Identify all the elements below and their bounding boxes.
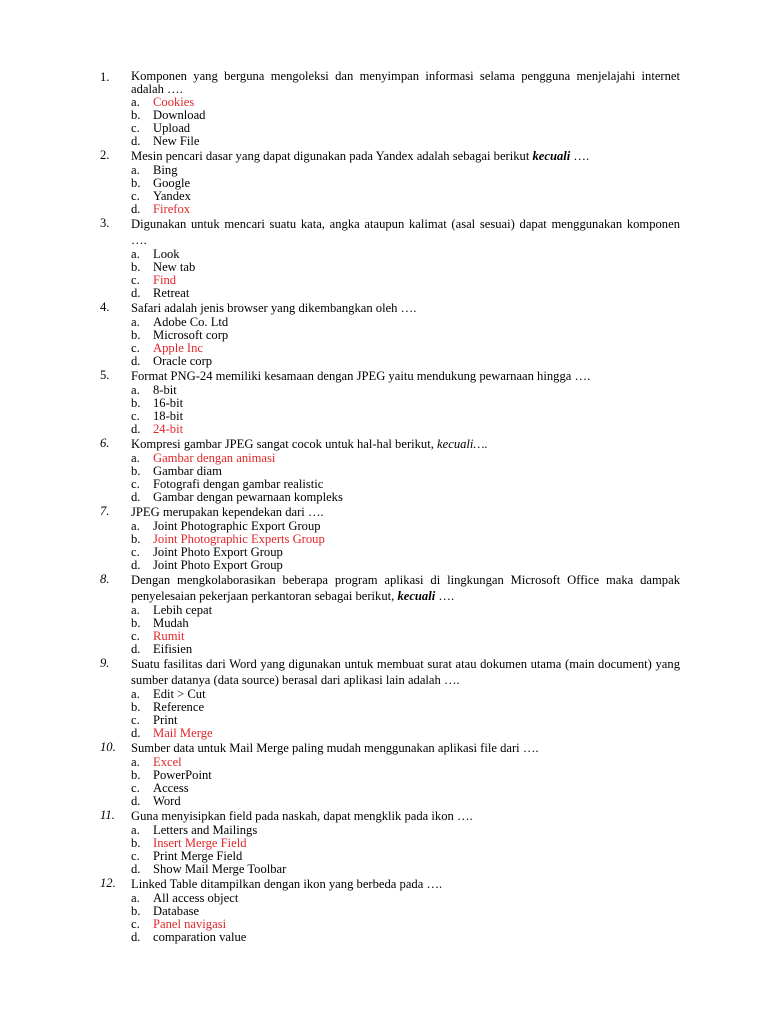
question-text-body: Suatu fasilitas dari Word yang digunakan untuk membuat surat atau dokumen utama (main document) yang sumber datanya (data source) berasal dari aplikasi lain adalah …. bbox=[131, 657, 680, 687]
question-text bbox=[131, 368, 680, 384]
option-item bbox=[100, 863, 680, 876]
option-letter: a. bbox=[131, 95, 140, 109]
question-item bbox=[100, 70, 680, 96]
option-letter: a. bbox=[131, 519, 140, 533]
question-text-body: Kompresi gambar JPEG sangat cocok untuk hal-hal berikut, bbox=[131, 437, 434, 451]
question-emphasis: kecuali bbox=[397, 589, 436, 603]
option-letter: c. bbox=[131, 545, 140, 559]
option-item bbox=[100, 931, 680, 944]
question-text bbox=[131, 300, 680, 316]
option-item bbox=[100, 559, 680, 572]
option-text: Database bbox=[153, 904, 200, 918]
question-number: 6. bbox=[100, 436, 110, 450]
option-letter: c. bbox=[131, 629, 140, 643]
option-letter: a. bbox=[131, 163, 140, 177]
question-text-body: Safari adalah jenis browser yang dikembangkan oleh …. bbox=[131, 301, 417, 315]
option-text: Gambar diam bbox=[153, 464, 222, 478]
question-item bbox=[100, 436, 680, 452]
option-text: Retreat bbox=[153, 286, 190, 300]
option-text: PowerPoint bbox=[153, 768, 212, 782]
question-text bbox=[131, 740, 680, 756]
option-item bbox=[100, 795, 680, 808]
correct-answer: Mail Merge bbox=[153, 726, 213, 740]
option-item bbox=[100, 397, 680, 410]
question-item bbox=[100, 368, 680, 384]
question-list bbox=[100, 70, 680, 944]
option-letter: b. bbox=[131, 464, 141, 478]
option-letter: d. bbox=[131, 726, 141, 740]
option-letter: a. bbox=[131, 315, 140, 329]
question-number: 8. bbox=[100, 572, 110, 586]
option-letter: c. bbox=[131, 781, 140, 795]
option-item bbox=[100, 491, 680, 504]
option-letter: c. bbox=[131, 849, 140, 863]
option-letter: d. bbox=[131, 354, 141, 368]
option-item bbox=[100, 135, 680, 148]
option-item bbox=[100, 643, 680, 656]
question-text bbox=[131, 504, 680, 520]
question-text-body: Format PNG-24 memiliki kesamaan dengan JPEG yaitu mendukung pewarnaan hingga …. bbox=[131, 369, 591, 383]
option-letter: a. bbox=[131, 823, 140, 837]
question-text-body: Dengan mengkolaborasikan beberapa program aplikasi di lingkungan Microsoft Office maka dampak penyelesaian pekerjaan perkantoran sebagai berikut, bbox=[131, 573, 680, 603]
option-text: Print bbox=[153, 713, 178, 727]
option-letter: d. bbox=[131, 794, 141, 808]
correct-answer: Rumit bbox=[153, 629, 185, 643]
question-text bbox=[131, 808, 680, 824]
option-text: Gambar dengan pewarnaan kompleks bbox=[153, 490, 343, 504]
option-text: 18-bit bbox=[153, 409, 184, 423]
option-text: Joint Photographic Export Group bbox=[153, 519, 321, 533]
option-letter: c. bbox=[131, 121, 140, 135]
option-letter: d. bbox=[131, 490, 141, 504]
question-number: 7. bbox=[100, 504, 110, 518]
question-item bbox=[100, 656, 680, 688]
option-text: All access object bbox=[153, 891, 239, 905]
question-suffix: …. bbox=[435, 589, 455, 603]
option-item bbox=[100, 410, 680, 423]
option-letter: b. bbox=[131, 616, 141, 630]
option-text: Microsoft corp bbox=[153, 328, 229, 342]
option-letter: b. bbox=[131, 700, 141, 714]
option-text: New File bbox=[153, 134, 200, 148]
option-letter: c. bbox=[131, 713, 140, 727]
option-letter: d. bbox=[131, 558, 141, 572]
option-text: Look bbox=[153, 247, 180, 261]
option-text: Fotografi dengan gambar realistic bbox=[153, 477, 324, 491]
question-number: 5. bbox=[100, 368, 110, 382]
option-letter: b. bbox=[131, 176, 141, 190]
question-italic-tail: kecuali…. bbox=[437, 437, 488, 451]
option-letter: a. bbox=[131, 755, 140, 769]
option-text: Print Merge Field bbox=[153, 849, 243, 863]
question-number: 4. bbox=[100, 300, 110, 314]
correct-answer: Excel bbox=[153, 755, 182, 769]
question-number: 12. bbox=[100, 876, 116, 890]
question-item bbox=[100, 300, 680, 316]
question-text bbox=[131, 70, 680, 96]
option-letter: c. bbox=[131, 341, 140, 355]
question-item bbox=[100, 216, 680, 248]
option-letter: b. bbox=[131, 836, 141, 850]
correct-answer: Gambar dengan animasi bbox=[153, 451, 276, 465]
option-letter: b. bbox=[131, 328, 141, 342]
question-emphasis: kecuali bbox=[532, 149, 571, 163]
option-item bbox=[100, 261, 680, 274]
correct-answer: Find bbox=[153, 273, 177, 287]
question-number: 11. bbox=[100, 808, 115, 822]
option-letter: a. bbox=[131, 687, 140, 701]
option-text: Show Mail Merge Toolbar bbox=[153, 862, 287, 876]
option-item bbox=[100, 782, 680, 795]
option-letter: b. bbox=[131, 396, 141, 410]
option-letter: d. bbox=[131, 422, 141, 436]
option-letter: b. bbox=[131, 904, 141, 918]
option-letter: a. bbox=[131, 891, 140, 905]
correct-answer: Firefox bbox=[153, 202, 191, 216]
question-text-body: Digunakan untuk mencari suatu kata, angka ataupun kalimat (asal sesuai) dapat menggunakan komponen …. bbox=[131, 217, 680, 247]
option-text: Access bbox=[153, 781, 189, 795]
correct-answer: Apple Inc bbox=[153, 341, 204, 355]
option-letter: c. bbox=[131, 409, 140, 423]
option-item bbox=[100, 617, 680, 630]
question-text bbox=[131, 656, 680, 688]
option-letter: a. bbox=[131, 383, 140, 397]
question-text-body: Linked Table ditampilkan dengan ikon yang berbeda pada …. bbox=[131, 877, 443, 891]
correct-answer: Joint Photographic Experts Group bbox=[153, 532, 325, 546]
question-text-body: JPEG merupakan kependekan dari …. bbox=[131, 505, 324, 519]
question-number: 3. bbox=[100, 216, 110, 230]
option-text: Yandex bbox=[153, 189, 191, 203]
question-item bbox=[100, 148, 680, 164]
option-item bbox=[100, 423, 680, 436]
option-text: Reference bbox=[153, 700, 205, 714]
option-item bbox=[100, 701, 680, 714]
question-item bbox=[100, 504, 680, 520]
question-item bbox=[100, 740, 680, 756]
question-item bbox=[100, 808, 680, 824]
question-text-body: Sumber data untuk Mail Merge paling mudah menggunakan aplikasi file dari …. bbox=[131, 741, 539, 755]
option-text: Edit > Cut bbox=[153, 687, 206, 701]
option-letter: c. bbox=[131, 917, 140, 931]
option-text: Joint Photo Export Group bbox=[153, 558, 283, 572]
option-text: Joint Photo Export Group bbox=[153, 545, 283, 559]
option-text: Letters and Mailings bbox=[153, 823, 258, 837]
question-number: 9. bbox=[100, 656, 110, 670]
option-text: Adobe Co. Ltd bbox=[153, 315, 229, 329]
option-letter: c. bbox=[131, 273, 140, 287]
option-letter: d. bbox=[131, 286, 141, 300]
option-text: Bing bbox=[153, 163, 178, 177]
option-item bbox=[100, 287, 680, 300]
option-letter: c. bbox=[131, 477, 140, 491]
correct-answer: Panel navigasi bbox=[153, 917, 227, 931]
question-text bbox=[131, 572, 680, 604]
option-letter: b. bbox=[131, 260, 141, 274]
option-item bbox=[100, 384, 680, 397]
option-letter: a. bbox=[131, 603, 140, 617]
option-text: Upload bbox=[153, 121, 191, 135]
option-text: 16-bit bbox=[153, 396, 184, 410]
question-number: 1. bbox=[100, 70, 110, 84]
option-letter: d. bbox=[131, 202, 141, 216]
option-letter: c. bbox=[131, 189, 140, 203]
option-letter: b. bbox=[131, 532, 141, 546]
option-text: New tab bbox=[153, 260, 196, 274]
option-letter: a. bbox=[131, 247, 140, 261]
option-text: Lebih cepat bbox=[153, 603, 213, 617]
question-text-body: Mesin pencari dasar yang dapat digunakan pada Yandex adalah sebagai berikut bbox=[131, 149, 530, 163]
option-item bbox=[100, 727, 680, 740]
option-item bbox=[100, 355, 680, 368]
correct-answer: Insert Merge Field bbox=[153, 836, 247, 850]
option-letter: d. bbox=[131, 642, 141, 656]
question-suffix: …. bbox=[570, 149, 590, 163]
question-number: 2. bbox=[100, 148, 110, 162]
option-text: Eifisien bbox=[153, 642, 193, 656]
option-letter: b. bbox=[131, 768, 141, 782]
question-text bbox=[131, 436, 680, 452]
option-text: Google bbox=[153, 176, 191, 190]
question-text bbox=[131, 216, 680, 248]
option-letter: d. bbox=[131, 930, 141, 944]
question-text bbox=[131, 876, 680, 892]
question-text-body: Guna menyisipkan field pada naskah, dapat mengklik pada ikon …. bbox=[131, 809, 473, 823]
correct-answer: Cookies bbox=[153, 95, 195, 109]
option-letter: d. bbox=[131, 134, 141, 148]
option-text: Oracle corp bbox=[153, 354, 213, 368]
question-text bbox=[131, 148, 680, 164]
question-number: 10. bbox=[100, 740, 116, 754]
option-text: Mudah bbox=[153, 616, 189, 630]
option-text: Download bbox=[153, 108, 206, 122]
option-letter: b. bbox=[131, 108, 141, 122]
correct-answer: 24-bit bbox=[153, 422, 184, 436]
question-item bbox=[100, 876, 680, 892]
question-text-body: Komponen yang berguna mengoleksi dan menyimpan informasi selama pengguna menjelajahi internet adalah …. bbox=[131, 69, 680, 96]
question-item bbox=[100, 572, 680, 604]
option-text: Word bbox=[153, 794, 181, 808]
option-letter: a. bbox=[131, 451, 140, 465]
option-letter: d. bbox=[131, 862, 141, 876]
option-item bbox=[100, 203, 680, 216]
option-text: comparation value bbox=[153, 930, 247, 944]
option-text: 8-bit bbox=[153, 383, 177, 397]
